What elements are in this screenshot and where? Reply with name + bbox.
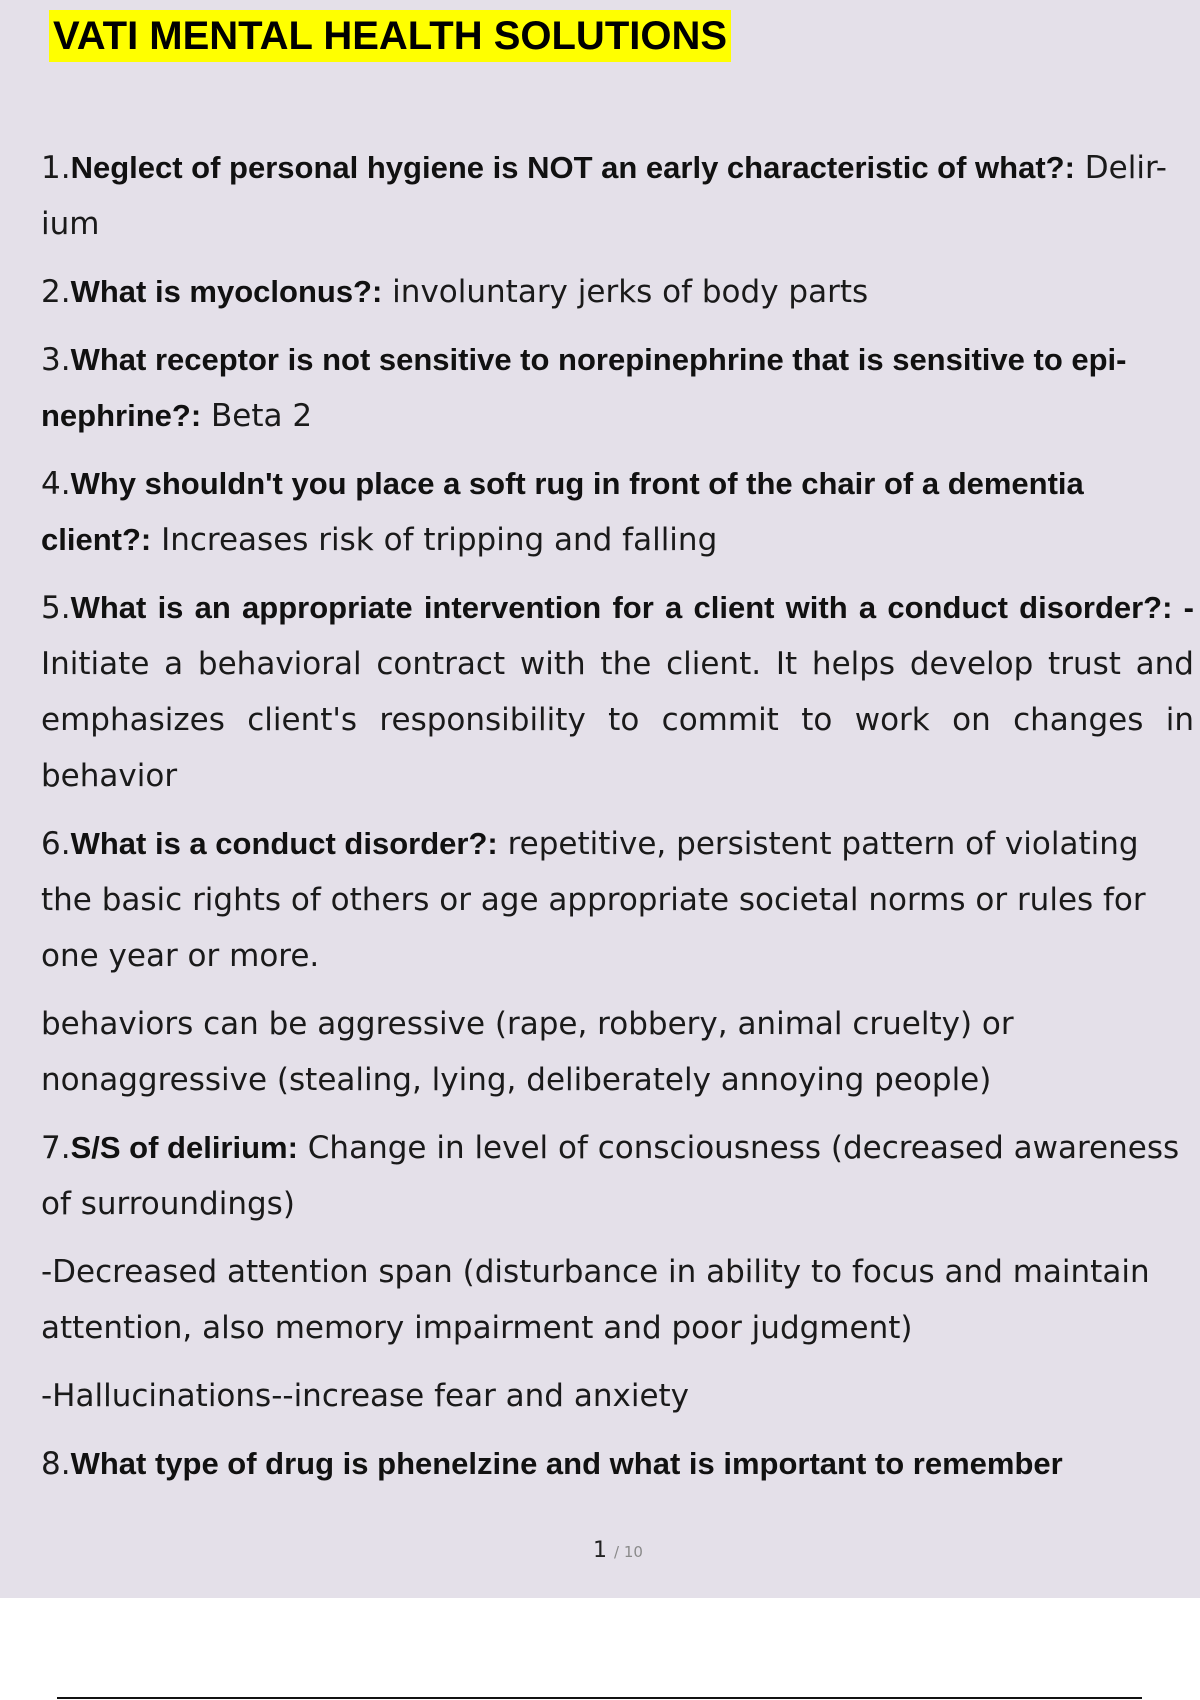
item-number: 1. — [41, 150, 71, 186]
answer: repetitive, persistent pattern of violating the basic rights of others or age appropriate societal norms or rules for one year or more. — [41, 826, 1146, 974]
item-number: 2. — [41, 274, 71, 310]
qa-item-7 — [41, 1120, 1194, 1232]
qa-list — [41, 140, 1194, 1504]
page-divider — [57, 1697, 1142, 1699]
qa-item-6 — [41, 816, 1194, 984]
question: What is myoclonus?: — [70, 274, 383, 309]
answer: Change in level of consciousness (decreased awareness of surroundings) — [41, 1130, 1180, 1222]
question: What type of drug is phenelzine and what is important to remember — [70, 1446, 1063, 1481]
question: Neglect of personal hygiene is NOT an early characteristic of what?: — [70, 150, 1075, 185]
item-number: 6. — [41, 826, 71, 862]
item-number: 7. — [41, 1130, 71, 1166]
item-number: 5. — [41, 590, 71, 626]
qa-item-6-note: behaviors can be aggressive (rape, robbery, animal cruelty) or nonaggressive (stealing, lying, deliberately annoying people) — [41, 1006, 1014, 1098]
item-number: 8. — [41, 1446, 71, 1482]
qa-item-1 — [41, 140, 1194, 252]
answer: involuntary jerks of body parts — [382, 274, 869, 310]
answer: Initiate a behavioral contract with the client. It helps develop trust and emphasizes client's responsibility to commit to work on changes in behavior — [41, 646, 1194, 794]
qa-item-7-note-1: -Decreased attention span (disturbance in ability to focus and maintain attention, also memory impairment and poor judgment) — [41, 1254, 1150, 1346]
question: What is an appropriate intervention for a client with a conduct disorder?: - — [70, 590, 1194, 625]
question: S/S of delirium: — [70, 1130, 298, 1165]
qa-item-4 — [41, 456, 1194, 568]
total-pages: / 10 — [614, 1543, 643, 1561]
question: What is a conduct disorder?: — [70, 826, 498, 861]
item-number: 4. — [41, 466, 71, 502]
question: Why shouldn't you place a soft rug in front of the chair of a dementia client?: — [41, 466, 1084, 557]
answer: Beta 2 — [201, 398, 313, 434]
qa-item-5 — [41, 580, 1194, 804]
page-indicator — [0, 1538, 1200, 1563]
document-title: VATI MENTAL HEALTH SOLUTIONS — [49, 10, 731, 62]
current-page: 1 — [593, 1538, 608, 1563]
qa-item-8 — [41, 1436, 1194, 1492]
answer: Delir- ium — [41, 150, 1167, 242]
qa-item-2 — [41, 264, 1194, 320]
qa-item-3 — [41, 332, 1194, 444]
item-number: 3. — [41, 342, 71, 378]
qa-item-7-note-2: -Hallucinations--increase fear and anxiety — [41, 1378, 690, 1414]
answer: Increases risk of tripping and falling — [151, 522, 718, 558]
question: What receptor is not sensitive to norepinephrine that is sensitive to epi- nephrine?: — [41, 342, 1127, 433]
